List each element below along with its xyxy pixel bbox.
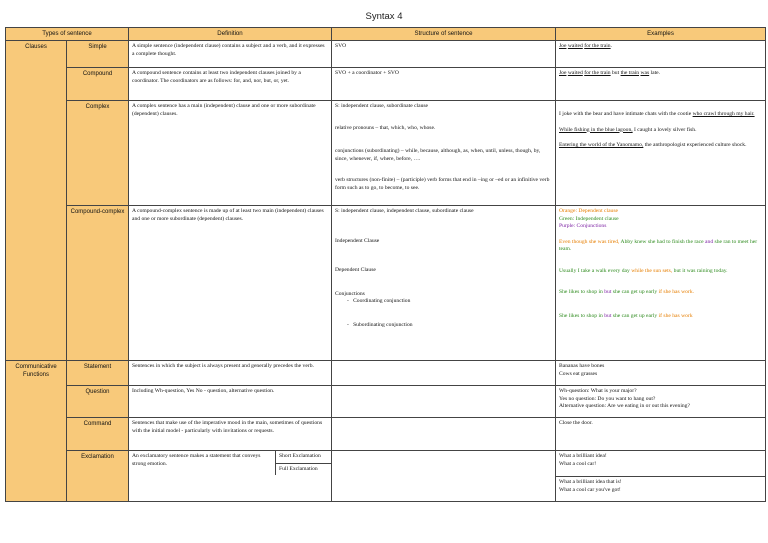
label-question: Question	[67, 386, 129, 418]
example-short-exclamation	[556, 451, 766, 477]
structure-bullet: - Subordinating conjunction	[347, 321, 413, 328]
row-simple	[6, 41, 766, 68]
structure-line: relative pronouns – that, which, who, whose.	[335, 124, 436, 131]
row-compound	[6, 68, 766, 101]
definition-exclamation	[129, 451, 332, 502]
structure-question	[332, 386, 556, 418]
example-line	[559, 142, 762, 150]
example-line	[559, 111, 762, 119]
text: I joke with the bear and have intimate chats with the cootie	[559, 111, 693, 117]
examples-complex	[556, 101, 766, 206]
category-clauses: Clauses	[6, 41, 67, 361]
structure-line: S: independent clause, independent clause, subordinate clause	[335, 208, 474, 214]
text: Coordinating conjunction	[353, 298, 411, 305]
independent-clause: Abby knew she had to finish the race	[619, 238, 706, 245]
row-command	[6, 418, 766, 451]
verb: was	[640, 70, 650, 76]
definition-compound-complex: A compound-complex sentence is made up of at least two main (independent) clauses and one or more subordinate (dependent) clauses.	[129, 206, 332, 361]
example-line: What a cool car you've got!	[559, 486, 621, 493]
example-line: Wh-question: What is your major?	[559, 388, 637, 394]
label-complex: Complex	[67, 101, 129, 206]
header-structure: Structure of sentence	[332, 28, 556, 41]
structure-simple: SVO	[332, 41, 556, 68]
object: for the train	[584, 43, 611, 49]
example-line	[559, 268, 762, 276]
example-line: What a brilliant idea that is!	[559, 479, 622, 485]
example-line: What a brilliant idea!	[559, 453, 607, 459]
row-complex	[6, 101, 766, 206]
structure-bullet: - Coordinating conjunction	[347, 298, 411, 305]
row-statement	[6, 361, 766, 386]
example-line	[559, 239, 762, 254]
example-line: Yes no question: Do you want to hang out?	[559, 395, 656, 402]
dependent-clause: while the sun sets,	[631, 267, 673, 274]
text: Subordinating conjunction	[353, 321, 413, 328]
definition-question: Including Wh-question, Yes No - question, alternative question.	[129, 386, 332, 418]
label-compound: Compound	[67, 68, 129, 101]
page-title: Syntax 4	[365, 11, 403, 22]
structure-compound-complex	[332, 206, 556, 361]
structure-command	[332, 418, 556, 451]
label-statement: Statement	[67, 361, 129, 386]
subordinate-clause: While fishing in the blue lagoon,	[559, 126, 633, 133]
example-line: What a cool car!	[559, 460, 597, 467]
example-line: Cows eat grasses	[559, 370, 598, 377]
structure-statement	[332, 361, 556, 386]
structure-exclamation	[332, 451, 556, 502]
header-row	[6, 28, 766, 41]
text: .	[610, 43, 613, 49]
structure-line: verb structures (non-finite) – (participle) verb forms that end in –ing or –ed or an infinitive verb form such as to go, to become, to see.	[335, 177, 550, 191]
label-simple: Simple	[67, 41, 129, 68]
example-line	[559, 127, 762, 135]
verb: waited	[567, 70, 583, 76]
subordinate-clause: Entering the world of the Yanomamo,	[559, 142, 644, 149]
independent-clause: She likes to shop in	[559, 289, 605, 296]
structure-line: S: independent clause, subordinate clause	[335, 103, 429, 109]
independent-clause: she can get up early	[611, 289, 659, 296]
example-question	[556, 386, 766, 418]
example-command: Close the door.	[556, 418, 766, 451]
row-compound-complex	[6, 206, 766, 361]
subject: Joe	[559, 70, 567, 76]
header-examples: Examples	[556, 28, 766, 41]
conjunction: but	[604, 312, 612, 319]
structure-line: conjunctions (subordinating) – while, because, although, as, when, until, unless, though, by, since, whenever, if, where, before, ….	[335, 148, 541, 162]
structure-line: Dependent Clause	[335, 267, 376, 274]
independent-clause: She likes to shop in	[559, 312, 605, 319]
label-command: Command	[67, 418, 129, 451]
label-exclamation: Exclamation	[67, 451, 129, 502]
text: but	[610, 70, 621, 76]
example-line: Alternative question: Are we eating in or out this evening?	[559, 403, 690, 410]
dependent-clause: Even though she was tired,	[559, 238, 620, 245]
independent-clause: but it was raining today.	[672, 267, 728, 274]
syntax-table	[5, 27, 766, 502]
legend-purple: Purple: Conjunctions	[559, 223, 607, 230]
category-communicative: Communicative Functions	[6, 361, 67, 502]
object: for the train	[584, 70, 611, 76]
label-compound-complex: Compound-complex	[67, 206, 129, 361]
definition-statement: Sentences in which the subject is always present and generally precedes the verb.	[129, 361, 332, 386]
row-exclamation-short	[6, 451, 766, 477]
dependent-clause: if she has work	[658, 312, 693, 319]
definition-compound: A compound sentence contains at least two independent clauses joined by a coordinator. The coordinators are as follows: for, and, nor, but, or, yet.	[129, 68, 332, 101]
dependent-clause: if she has work.	[658, 289, 695, 296]
example-line	[559, 289, 762, 297]
text: late.	[649, 70, 661, 76]
row-question	[6, 386, 766, 418]
exclamation-definition-text: An exclamatory sentence makes a statement that conveys strong emotion.	[132, 453, 261, 467]
independent-clause: Usually I take a walk every day	[559, 267, 632, 274]
header-type: Types of sentence	[6, 28, 129, 41]
example-simple	[556, 41, 766, 68]
definition-complex: A complex sentence has a main (independent) clause and one or more subordinate (dependent) clauses.	[129, 101, 332, 206]
legend-green: Green: Independent clause	[559, 215, 619, 222]
subordinate-clause: who crawl through my hair.	[692, 111, 755, 117]
conjunction: and	[705, 238, 714, 245]
example-compound	[556, 68, 766, 101]
conjunction: but	[604, 289, 612, 296]
definition-command: Sentences that make use of the imperative mood in the main, sometimes of questions with the initial model - particularly with invitations or requests.	[129, 418, 332, 451]
subject: Joe	[559, 43, 567, 49]
header-definition: Definition	[129, 28, 332, 41]
example-line	[559, 313, 762, 321]
structure-compound: SVO + a coordinator + SVO	[332, 68, 556, 101]
structure-line: Independent Clause	[335, 237, 380, 244]
independent-clause: she ran to meet her team.	[559, 238, 758, 253]
example-line: Bananas have bones	[559, 363, 605, 369]
independent-clause: she can get up early	[611, 312, 659, 319]
text: the anthropologist experienced culture shock.	[643, 142, 747, 149]
definition-simple: A simple sentence (independent clause) contains a subject and a verb, and it expresses a complete thought.	[129, 41, 332, 68]
short-exclamation-label: Short Exclamation	[276, 451, 331, 464]
legend-orange: Orange: Dependent clause	[559, 208, 619, 214]
subject: the train	[620, 70, 640, 76]
verb: waited	[567, 43, 583, 49]
full-exclamation-label: Full Exclamation	[279, 465, 318, 472]
examples-compound-complex	[556, 206, 766, 361]
structure-line: Conjunctions	[335, 290, 365, 297]
structure-complex	[332, 101, 556, 206]
example-full-exclamation	[556, 477, 766, 502]
text: I caught a lovely silver fish.	[632, 126, 697, 133]
example-statement	[556, 361, 766, 386]
